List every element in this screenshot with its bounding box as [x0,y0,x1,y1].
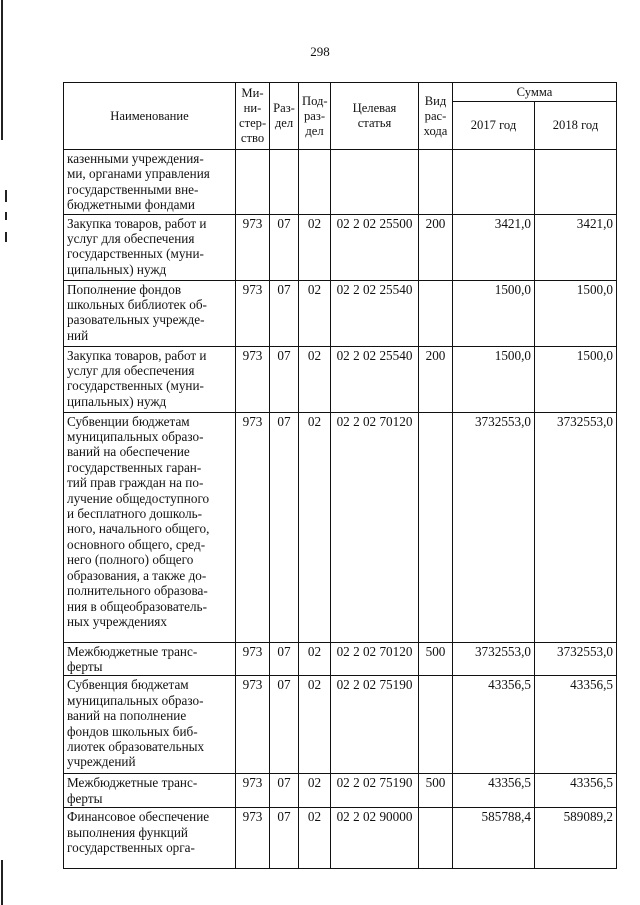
budget-table [63,82,617,869]
cell-ministry: 973 [236,346,270,412]
cell-ministry: 973 [236,808,270,869]
cell-expense-type [419,676,453,774]
cell-expense-type: 200 [419,214,453,280]
cell-target: 02 2 02 75190 [331,676,419,774]
cell-expense-type: 500 [419,642,453,676]
header-ministry: Ми- ни- стер- ство [236,83,270,150]
cell-2018: 1500,0 [535,280,617,346]
cell-ministry [236,150,270,215]
cell-name: Межбюджетные транс- ферты [64,642,236,676]
cell-2017: 3732553,0 [453,642,535,676]
cell-2018: 43356,5 [535,774,617,808]
table-row [64,346,617,412]
cell-subsection: 02 [299,214,331,280]
table-row [64,642,617,676]
cell-subsection: 02 [299,642,331,676]
cell-2018: 1500,0 [535,346,617,412]
cell-section [270,150,299,215]
header-target: Целевая статья [331,83,419,150]
cell-target [331,150,419,215]
cell-ministry: 973 [236,412,270,642]
cell-ministry: 973 [236,214,270,280]
cell-expense-type [419,412,453,642]
cell-ministry: 973 [236,642,270,676]
table-row [64,808,617,869]
cell-subsection: 02 [299,346,331,412]
table-row [64,214,617,280]
cell-target: 02 2 02 90000 [331,808,419,869]
cell-2018: 43356,5 [535,676,617,774]
cell-ministry: 973 [236,774,270,808]
cell-target: 02 2 02 70120 [331,412,419,642]
scan-margin-tick [5,232,7,242]
cell-name: казенными учреждения- ми, органами управления государственными вне- бюджетными фондами [64,150,236,215]
cell-section: 07 [270,808,299,869]
cell-section: 07 [270,642,299,676]
cell-target: 02 2 02 25540 [331,280,419,346]
cell-subsection: 02 [299,280,331,346]
cell-section: 07 [270,774,299,808]
table-row [64,150,617,215]
cell-expense-type: 500 [419,774,453,808]
header-sum: Сумма [453,83,617,102]
cell-target: 02 2 02 75190 [331,774,419,808]
cell-2017: 43356,5 [453,774,535,808]
cell-name: Субвенции бюджетам муниципальных образо- ваний на обеспечение государственных гаран- тий прав граждан на по- лучение общедоступного и бесплатного дошколь- ного, начального общего, основного общего, сред- него (полного) общего образования, а также до- полнительного образова- ния в общеобразователь- ных учреждениях [64,412,236,642]
cell-name: Закупка товаров, работ и услуг для обеспечения государственных (муни- ципальных) нужд [64,214,236,280]
header-expense-type: Вид рас- хода [419,83,453,150]
header-subsection: Под- раз- дел [299,83,331,150]
cell-2018 [535,150,617,215]
cell-subsection: 02 [299,412,331,642]
cell-2017: 3732553,0 [453,412,535,642]
cell-2017: 43356,5 [453,676,535,774]
cell-target: 02 2 02 70120 [331,642,419,676]
cell-2018: 3732553,0 [535,642,617,676]
cell-ministry: 973 [236,676,270,774]
cell-2017: 3421,0 [453,214,535,280]
scan-margin-tick [5,190,7,202]
cell-ministry: 973 [236,280,270,346]
cell-2017: 585788,4 [453,808,535,869]
cell-subsection: 02 [299,676,331,774]
header-year-2017: 2017 год [453,102,535,150]
table-row [64,774,617,808]
cell-2017 [453,150,535,215]
cell-section: 07 [270,676,299,774]
cell-2018: 589089,2 [535,808,617,869]
cell-2017: 1500,0 [453,280,535,346]
header-year-2018: 2018 год [535,102,617,150]
table-row [64,280,617,346]
header-section: Раз- дел [270,83,299,150]
cell-name: Межбюджетные транс- ферты [64,774,236,808]
table-body [64,150,617,869]
scan-margin-tick [5,212,7,220]
cell-name: Финансовое обеспечение выполнения функций государственных орга- [64,808,236,869]
table-row [64,676,617,774]
cell-subsection: 02 [299,774,331,808]
cell-expense-type [419,808,453,869]
cell-subsection: 02 [299,808,331,869]
cell-name: Субвенция бюджетам муниципальных образо- ваний на пополнение фондов школьных биб- лиотек образовательных учреждений [64,676,236,774]
table-row [64,412,617,642]
cell-expense-type [419,280,453,346]
cell-2018: 3421,0 [535,214,617,280]
header-name: Наименование [64,83,236,150]
cell-section: 07 [270,412,299,642]
scan-margin-line-bottom [1,860,3,905]
cell-expense-type: 200 [419,346,453,412]
cell-section: 07 [270,280,299,346]
cell-2017: 1500,0 [453,346,535,412]
cell-section: 07 [270,346,299,412]
cell-target: 02 2 02 25500 [331,214,419,280]
scan-margin-line-top [1,0,3,140]
cell-2018: 3732553,0 [535,412,617,642]
table-header [64,83,617,150]
cell-name: Пополнение фондов школьных библиотек об- разовательных учрежде- ний [64,280,236,346]
cell-section: 07 [270,214,299,280]
cell-subsection [299,150,331,215]
cell-name: Закупка товаров, работ и услуг для обеспечения государственных (муни- ципальных) нужд [64,346,236,412]
cell-expense-type [419,150,453,215]
cell-target: 02 2 02 25540 [331,346,419,412]
page-number: 298 [310,44,330,59]
